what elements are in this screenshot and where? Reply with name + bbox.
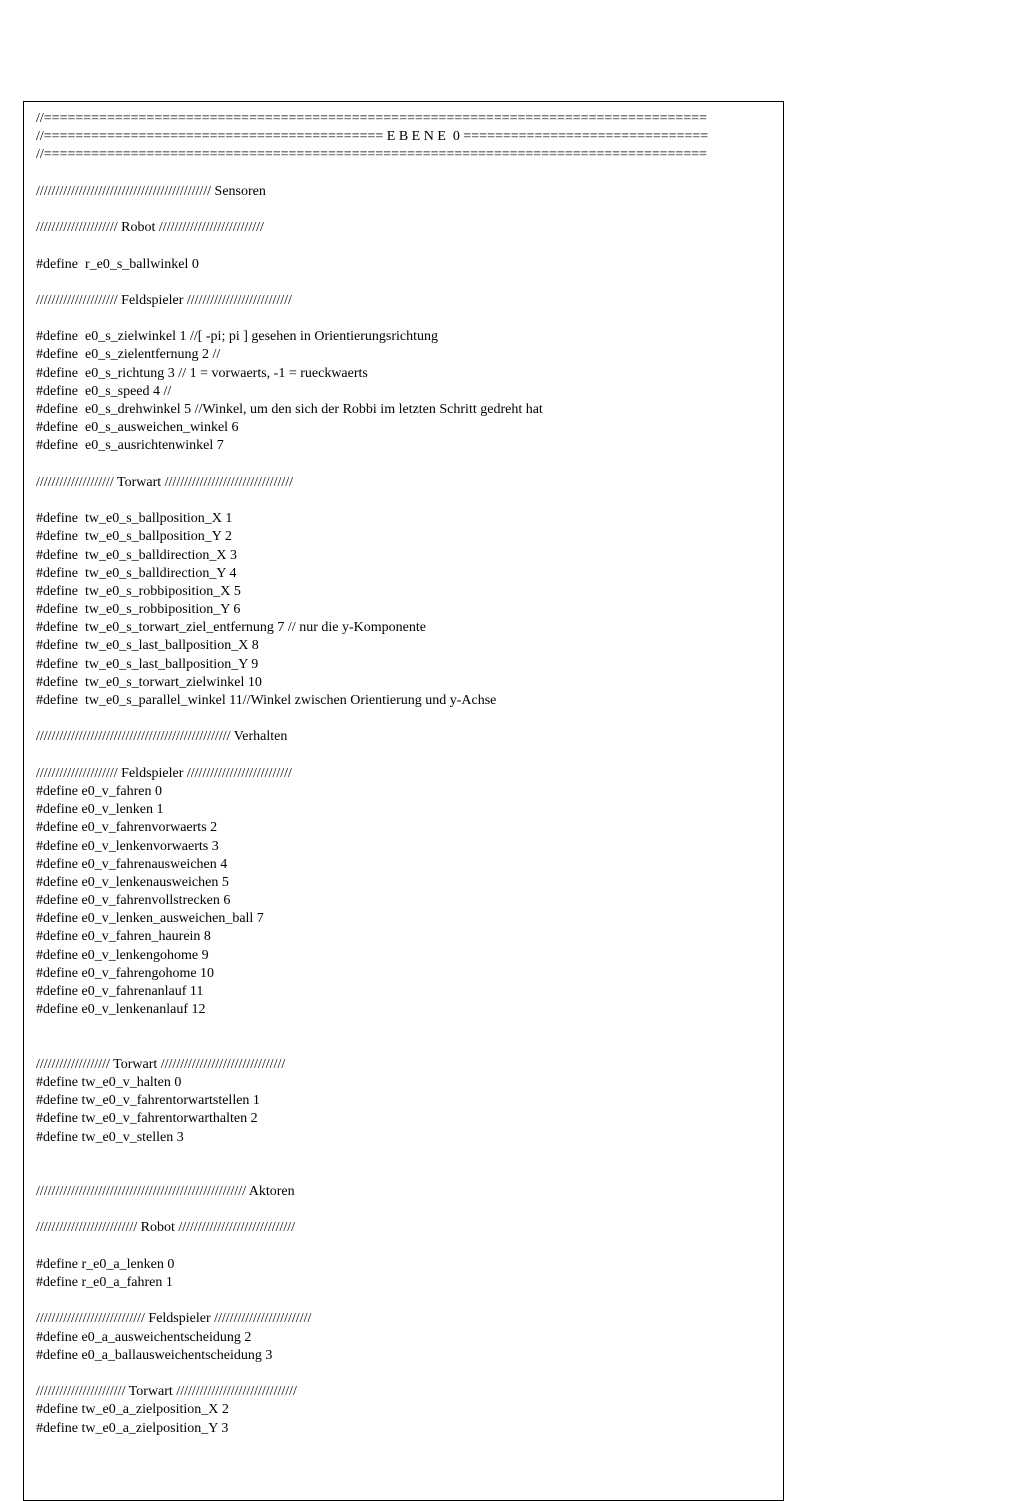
define-line: #define r_e0_a_lenken 0 xyxy=(36,1256,175,1272)
define-line: #define tw_e0_s_balldirection_Y 4 xyxy=(36,565,237,581)
subheading-torwart: //////////////////// Torwart ///////////////////////////////// xyxy=(36,474,294,490)
define-line: #define tw_e0_s_last_ballposition_X 8 xyxy=(36,638,259,654)
define-line: #define e0_v_lenken_ausweichen_ball 7 xyxy=(36,911,264,927)
subheading-torwart: /////////////////////// Torwart /////////////////////////////// xyxy=(36,1384,297,1400)
define-line: #define tw_e0_a_zielposition_Y 3 xyxy=(36,1420,229,1436)
define-line: #define e0_v_lenken 1 xyxy=(36,802,164,818)
separator-line: //==================================================================================== xyxy=(36,147,708,163)
define-line: #define e0_a_ausweichentscheidung 2 xyxy=(36,1329,252,1345)
define-line: #define e0_v_fahrenanlauf 11 xyxy=(36,984,204,999)
define-line: #define tw_e0_s_ballposition_X 1 xyxy=(36,511,233,527)
blank-line xyxy=(36,1147,776,1165)
define-line: #define tw_e0_v_halten 0 xyxy=(36,1074,182,1090)
define-line: #define e0_v_lenkenausweichen 5 xyxy=(36,874,229,890)
blank-line xyxy=(36,201,776,219)
define-line: #define e0_v_fahrenausweichen 4 xyxy=(36,856,228,872)
define-line: #define tw_e0_s_robbiposition_Y 6 xyxy=(36,602,241,618)
define-line: #define tw_e0_v_stellen 3 xyxy=(36,1129,184,1145)
define-line: #define e0_v_lenkenanlauf 12 xyxy=(36,1002,206,1018)
define-line: #define e0_s_richtung 3 // 1 = vorwaerts, -1 = rueckwaerts xyxy=(36,365,368,381)
subheading-robot: ////////////////////////// Robot ////////////////////////////// xyxy=(36,1220,296,1236)
define-line: #define e0_v_lenkenvorwaerts 3 xyxy=(36,838,219,854)
subheading-feldspieler: ///////////////////// Feldspieler /////////////////////////// xyxy=(36,292,292,308)
heading-verhalten: ////////////////////////////////////////////////// Verhalten xyxy=(36,729,288,745)
define-line: #define tw_e0_s_robbiposition_X 5 xyxy=(36,583,241,599)
blank-line xyxy=(36,1019,776,1037)
define-line: #define tw_e0_s_torwart_ziel_entfernung 7 // nur die y-Komponente xyxy=(36,620,426,636)
blank-line xyxy=(36,1038,776,1056)
subheading-torwart: /////////////////// Torwart //////////////////////////////// xyxy=(36,1056,286,1072)
define-line: #define r_e0_a_fahren 1 xyxy=(36,1275,173,1290)
heading-sensoren: ///////////////////////////////////////////// Sensoren xyxy=(36,183,266,199)
define-line: #define tw_e0_s_ballposition_Y 2 xyxy=(36,529,232,545)
code-listing xyxy=(36,110,776,1438)
separator-line: //==================================================================================== xyxy=(36,111,708,126)
blank-line xyxy=(36,1165,776,1183)
subheading-robot: ///////////////////// Robot /////////////////////////// xyxy=(36,220,264,236)
define-line: #define tw_e0_s_parallel_winkel 11//Winkel zwischen Orientierung und y-Achse xyxy=(36,693,497,708)
blank-line xyxy=(36,165,776,183)
define-line: #define e0_v_fahrenvorwaerts 2 xyxy=(36,820,218,836)
blank-line xyxy=(36,1292,776,1310)
define-line: #define tw_e0_v_fahrentorwartstellen 1 xyxy=(36,1093,260,1109)
define-line: #define tw_e0_v_fahrentorwarthalten 2 xyxy=(36,1111,258,1127)
define-line: #define e0_s_zielwinkel 1 //[ -pi; pi ] gesehen in Orientierungsrichtung xyxy=(36,329,439,345)
blank-line xyxy=(36,1201,776,1219)
define-line: #define r_e0_s_ballwinkel 0 xyxy=(36,256,199,272)
define-line: #define e0_v_fahrenvollstrecken 6 xyxy=(36,893,231,909)
define-line: #define e0_v_fahren_haurein 8 xyxy=(36,929,211,945)
define-line: #define e0_s_ausrichtenwinkel 7 xyxy=(36,438,224,454)
define-line: #define e0_v_lenkengohome 9 xyxy=(36,947,209,963)
blank-line xyxy=(36,456,776,474)
define-line: #define tw_e0_s_torwart_zielwinkel 10 xyxy=(36,674,262,690)
define-line: #define tw_e0_s_balldirection_X 3 xyxy=(36,547,238,563)
blank-line xyxy=(36,1238,776,1256)
define-line: #define tw_e0_a_zielposition_X 2 xyxy=(36,1402,229,1418)
blank-line xyxy=(36,1365,776,1383)
blank-line xyxy=(36,492,776,510)
heading-aktoren: ////////////////////////////////////////////////////// Aktoren xyxy=(36,1184,295,1200)
subheading-feldspieler: ///////////////////// Feldspieler /////////////////////////// xyxy=(36,765,292,781)
define-line: #define e0_s_ausweichen_winkel 6 xyxy=(36,420,239,436)
define-line: #define e0_s_speed 4 // xyxy=(36,383,172,399)
blank-line xyxy=(36,747,776,765)
define-line: #define e0_v_fahrengohome 10 xyxy=(36,965,215,981)
define-line: #define e0_v_fahren 0 xyxy=(36,783,162,799)
define-line: #define tw_e0_s_last_ballposition_Y 9 xyxy=(36,656,259,672)
define-line: #define e0_s_zielentfernung 2 // xyxy=(36,347,221,363)
blank-line xyxy=(36,274,776,292)
blank-line xyxy=(36,237,776,255)
define-line: #define e0_a_ballausweichentscheidung 3 xyxy=(36,1347,273,1363)
blank-line xyxy=(36,310,776,328)
blank-line xyxy=(36,710,776,728)
define-line: #define e0_s_drehwinkel 5 //Winkel, um den sich der Robbi im letzten Schritt gedreht hat xyxy=(36,402,543,417)
subheading-feldspieler: //////////////////////////// Feldspieler ///////////////////////// xyxy=(36,1311,312,1327)
section-title-ebene: //=========================================== E B E N E 0 =============================== xyxy=(36,129,709,145)
